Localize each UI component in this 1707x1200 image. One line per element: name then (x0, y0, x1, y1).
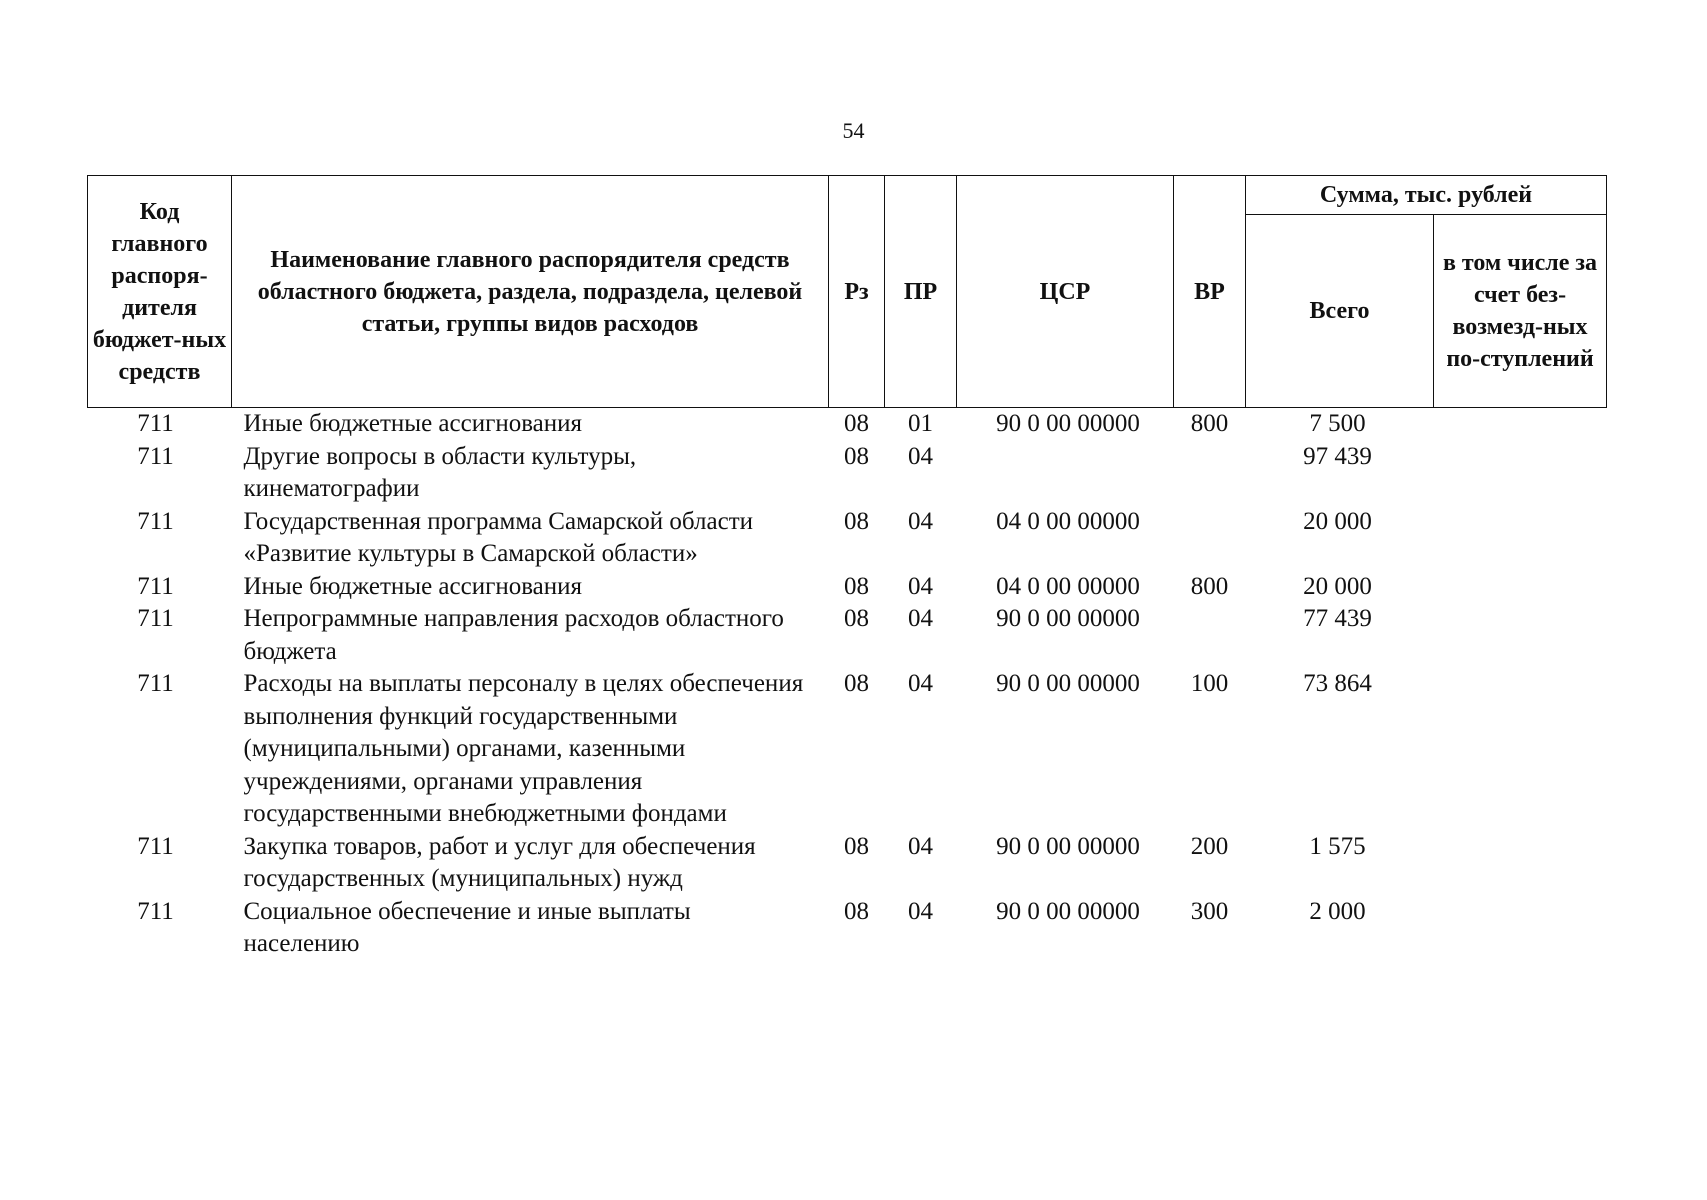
cell-vr (1174, 441, 1246, 506)
cell-rz: 08 (844, 507, 869, 535)
table-row (88, 896, 1607, 961)
cell-free (1434, 831, 1607, 896)
cell-pr: 04 (908, 897, 933, 925)
cell-name: Иные бюджетные ассигнования (243, 572, 583, 600)
table-row (88, 571, 1607, 604)
cell-rz: 08 (844, 442, 869, 470)
cell-total: 20 000 (1303, 572, 1372, 600)
table-row (88, 603, 1607, 668)
cell-vr (1174, 603, 1246, 668)
cell-csr: 90 0 00 00000 (996, 897, 1140, 925)
header-rz: Рз (829, 176, 885, 408)
cell-name: Иные бюджетные ассигнования (243, 410, 583, 437)
cell-pr: 04 (908, 442, 933, 470)
cell-free (1434, 668, 1607, 831)
cell-total: 2 000 (1309, 897, 1366, 925)
cell-csr: 90 0 00 00000 (996, 605, 1140, 632)
header-vr: ВР (1174, 176, 1246, 408)
table-row (88, 831, 1607, 896)
cell-csr: 90 0 00 00000 (996, 670, 1140, 697)
cell-vr: 800 (1190, 572, 1229, 600)
cell-free (1434, 506, 1607, 571)
cell-csr (957, 441, 1174, 506)
header-code: Код главного распоря-дителя бюджет-ных средств (88, 176, 232, 408)
cell-vr: 800 (1190, 410, 1229, 437)
cell-code: 711 (137, 832, 174, 860)
header-pr: ПР (885, 176, 957, 408)
cell-free (1434, 571, 1607, 604)
cell-rz: 08 (844, 897, 869, 925)
header-name: Наименование главного распорядителя средств областного бюджета, раздела, подраздела, целевой статьи, группы видов расходов (232, 176, 829, 408)
header-sum-group: Сумма, тыс. рублей (1246, 176, 1607, 215)
table-body (88, 408, 1607, 961)
cell-code: 711 (137, 572, 174, 600)
cell-code: 711 (137, 605, 174, 632)
table-row (88, 408, 1607, 441)
cell-free (1434, 603, 1607, 668)
cell-pr: 04 (908, 572, 933, 600)
cell-csr: 04 0 00 00000 (996, 572, 1140, 600)
cell-code: 711 (137, 442, 174, 470)
cell-total: 73 864 (1303, 670, 1372, 697)
cell-free (1434, 896, 1607, 961)
cell-total: 7 500 (1309, 410, 1366, 437)
cell-pr: 01 (908, 410, 933, 437)
table-row (88, 506, 1607, 571)
cell-rz: 08 (844, 410, 869, 437)
cell-name: Социальное обеспечение и иные выплаты населению (243, 897, 691, 957)
cell-total: 1 575 (1309, 832, 1366, 860)
cell-csr: 04 0 00 00000 (996, 507, 1140, 535)
cell-code: 711 (137, 410, 174, 437)
table-row (88, 441, 1607, 506)
cell-code: 711 (137, 507, 174, 535)
table-header (88, 176, 1607, 408)
cell-csr: 90 0 00 00000 (996, 832, 1140, 860)
cell-name: Закупка товаров, работ и услуг для обеспечения государственных (муниципальных) нужд (243, 832, 756, 892)
cell-vr: 100 (1190, 670, 1229, 697)
cell-pr: 04 (908, 507, 933, 535)
cell-free (1434, 408, 1607, 441)
cell-rz: 08 (844, 832, 869, 860)
header-total: Всего (1246, 215, 1434, 408)
cell-free (1434, 441, 1607, 506)
cell-pr: 04 (908, 832, 933, 860)
cell-name: Расходы на выплаты персоналу в целях обеспечения выполнения функций государственными (муниципальными) органами, казенными учреждениями, органами управления государственными внебюджетными фондами (243, 670, 804, 827)
cell-vr: 300 (1190, 897, 1229, 925)
cell-total: 20 000 (1303, 507, 1372, 535)
cell-vr (1174, 506, 1246, 571)
cell-name: Государственная программа Самарской области «Развитие культуры в Самарской области» (243, 507, 753, 567)
budget-table (87, 175, 1607, 961)
cell-code: 711 (137, 897, 174, 925)
cell-rz: 08 (844, 605, 869, 632)
cell-rz: 08 (844, 670, 869, 697)
cell-total: 97 439 (1303, 442, 1372, 470)
cell-csr: 90 0 00 00000 (996, 410, 1140, 437)
cell-name: Другие вопросы в области культуры, кинематографии (243, 442, 637, 502)
table-row (88, 668, 1607, 831)
cell-pr: 04 (908, 605, 933, 632)
cell-code: 711 (137, 670, 174, 697)
cell-total: 77 439 (1303, 605, 1372, 632)
header-csr: ЦСР (957, 176, 1174, 408)
header-free: в том числе за счет без-возмезд-ных по-ступлений (1434, 215, 1607, 408)
cell-name: Непрограммные направления расходов областного бюджета (243, 605, 784, 665)
page-number: 54 (842, 118, 865, 143)
cell-rz: 08 (844, 572, 869, 600)
cell-pr: 04 (908, 670, 933, 697)
cell-vr: 200 (1190, 832, 1229, 860)
